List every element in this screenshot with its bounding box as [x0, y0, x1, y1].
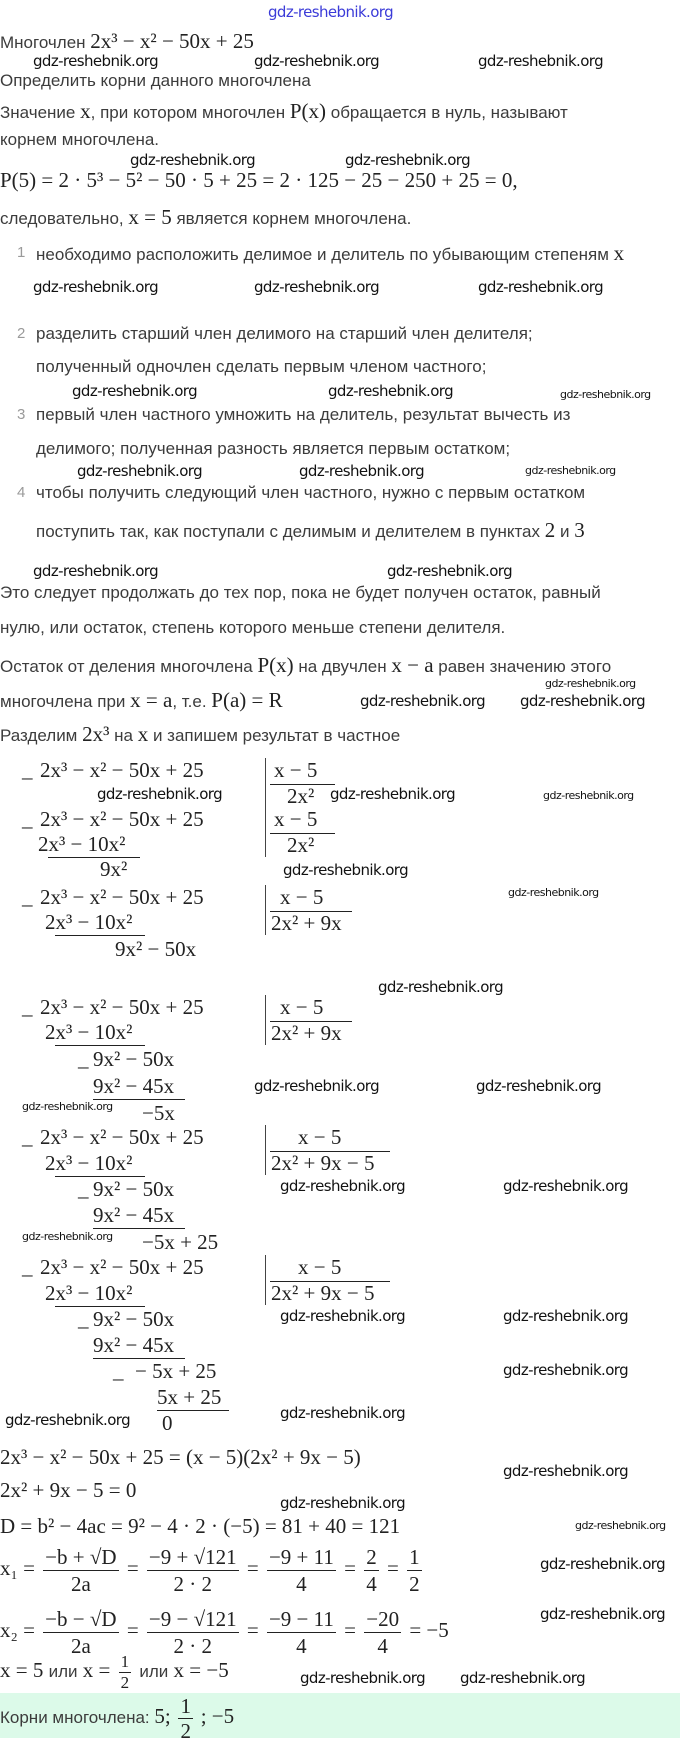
text: поступить так, как поступали с делимым и делителем в пунктах: [36, 522, 541, 541]
numerator: −9 + 11: [268, 1544, 334, 1569]
watermark: gdz-reshebnik.org: [476, 1077, 601, 1095]
step-3-line-2: делимого; полученная разность является первым остатком;: [36, 439, 511, 458]
underline: [55, 935, 145, 936]
watermark: gdz-reshebnik.org: [387, 562, 512, 580]
intro-label: Многочлен: [0, 33, 86, 52]
divisor: x − 5: [298, 1255, 342, 1279]
division-bar: [265, 995, 266, 1045]
minus-sign: _: [22, 807, 33, 831]
math: =: [386, 1556, 399, 1580]
watermark: gdz-reshebnik.org: [525, 464, 616, 477]
discriminant: D = b² − 4ac = 9² − 4 · 2 · (−5) = 81 + 40 = 121: [0, 1514, 401, 1538]
watermark: gdz-reshebnik.org: [540, 1605, 665, 1623]
watermark: gdz-reshebnik.org: [503, 1177, 628, 1195]
minus-sign: _: [22, 1125, 33, 1149]
math: x₂ =: [0, 1618, 35, 1642]
math: =: [126, 1618, 139, 1642]
math: x₁ =: [0, 1556, 35, 1580]
fraction: [267, 1607, 336, 1658]
watermark: gdz-reshebnik.org: [77, 462, 202, 480]
minus-sign: _: [78, 1047, 89, 1071]
minus-sign: _: [22, 885, 33, 909]
continue-line-1: Это следует продолжать до тех пор, пока не будет получен остаток, равный: [0, 583, 601, 602]
fraction: [178, 1695, 193, 1742]
watermark: gdz-reshebnik.org: [130, 151, 255, 169]
denominator: 2a: [70, 1633, 91, 1658]
watermark: gdz-reshebnik.org: [280, 1307, 405, 1325]
fraction: [407, 1545, 422, 1596]
dividend: 2x³ − x² − 50x + 25: [40, 885, 204, 909]
math: ; −5: [200, 1704, 235, 1728]
underline: [93, 1228, 185, 1229]
math: x − a: [391, 653, 434, 677]
text: или: [48, 1662, 78, 1681]
watermark: gdz-reshebnik.org: [280, 1494, 405, 1512]
fraction: [267, 1545, 336, 1596]
watermark: gdz-reshebnik.org: [33, 562, 158, 580]
denominator: 4: [377, 1633, 388, 1658]
text: Значение: [0, 103, 76, 122]
answer-box: [0, 1693, 680, 1743]
fraction: [147, 1545, 239, 1596]
definition-line-1: [0, 99, 568, 125]
watermark: gdz-reshebnik.org: [22, 1100, 113, 1113]
division-bar: [265, 758, 266, 808]
definition-line-2: корнем многочлена.: [0, 130, 160, 149]
division-bar: [265, 1255, 266, 1305]
watermark: gdz-reshebnik.org: [478, 278, 603, 296]
division-bar: [265, 1125, 266, 1175]
divisor: x − 5: [274, 758, 318, 782]
remainder: −5x + 25: [142, 1230, 219, 1254]
math: x =: [82, 1658, 111, 1682]
watermark: gdz-reshebnik.org: [345, 151, 470, 169]
watermark: gdz-reshebnik.org: [503, 1361, 628, 1379]
math: x = −5: [173, 1658, 229, 1682]
subtrahend: 2x³ − 10x²: [38, 832, 126, 856]
text: равен значению этого: [438, 657, 612, 676]
check-conclusion: [0, 205, 411, 231]
remainder: −5x: [142, 1101, 175, 1125]
watermark: gdz-reshebnik.org: [508, 886, 599, 899]
fraction: [364, 1545, 379, 1596]
step-4-line-1: чтобы получить следующий член частного, нужно с первым остатком: [36, 483, 586, 502]
dividend: 2x³ − x² − 50x + 25: [40, 807, 204, 831]
math: =: [344, 1556, 356, 1580]
answer-line: [0, 1691, 234, 1743]
dividend: 2x³ − x² − 50x + 25: [40, 758, 204, 782]
watermark: gdz-reshebnik.org: [254, 52, 379, 70]
dividend: 2x³ − x² − 50x + 25: [40, 1125, 204, 1149]
watermark: gdz-reshebnik.org: [33, 52, 158, 70]
watermark: gdz-reshebnik.org: [478, 52, 603, 70]
check-equation: P(5) = 2 · 5³ − 5² − 50 · 5 + 25 = 2 · 125 − 25 − 250 + 25 = 0,: [0, 168, 518, 192]
divisor: x − 5: [280, 995, 324, 1019]
denominator: 2: [180, 1719, 191, 1743]
math: x: [137, 722, 149, 746]
fraction: [43, 1545, 118, 1596]
step-3-line-1: первый член частного умножить на делитель, результат вычесть из: [36, 405, 571, 424]
minus-sign: _: [22, 1255, 33, 1279]
step-number: 2: [17, 325, 26, 342]
numerator: −20: [366, 1606, 400, 1631]
watermark: gdz-reshebnik.org: [97, 785, 222, 803]
math: P(x): [289, 99, 326, 123]
text: Остаток от деления многочлена: [0, 657, 253, 676]
watermark: gdz-reshebnik.org: [503, 1307, 628, 1325]
denominator: 2 · 2: [173, 1571, 213, 1596]
root-x1: [0, 1540, 425, 1596]
math: =: [246, 1618, 259, 1642]
remainder-theorem-line-1: [0, 653, 611, 679]
watermark: gdz-reshebnik.org: [543, 789, 634, 802]
remainder: 9x² − 50x: [115, 937, 197, 961]
denominator: 4: [296, 1633, 307, 1658]
watermark: gdz-reshebnik.org: [254, 278, 379, 296]
quotient: 2x² + 9x: [271, 1021, 342, 1045]
text: и запишем результат в частное: [152, 726, 401, 745]
remainder: − 5x + 25: [135, 1359, 217, 1383]
watermark: gdz-reshebnik.org: [460, 1669, 585, 1687]
numerator: −9 − 11: [268, 1606, 334, 1631]
math: = −5: [409, 1618, 449, 1642]
divisor: x − 5: [280, 885, 324, 909]
watermark: gdz-reshebnik.org: [503, 1462, 628, 1480]
step-2-line-1: разделить старший член делимого на старший член делителя;: [36, 324, 533, 343]
numerator: 1: [180, 1694, 191, 1719]
watermark: gdz-reshebnik.org: [280, 1404, 405, 1422]
task-text: Определить корни данного многочлена: [0, 71, 311, 90]
math: P(x): [257, 653, 294, 677]
factorization: 2x³ − x² − 50x + 25 = (x − 5)(2x² + 9x − 5): [0, 1445, 361, 1469]
quadratic-equation: 2x² + 9x − 5 = 0: [0, 1478, 137, 1502]
watermark: gdz-reshebnik.org: [520, 692, 645, 710]
subtrahend: 2x³ − 10x²: [45, 1281, 133, 1305]
watermark: gdz-reshebnik.org: [72, 382, 197, 400]
math: x = 5: [128, 205, 172, 229]
minus-sign: _: [78, 1307, 89, 1331]
dividend: 2x³ − x² − 50x + 25: [40, 1255, 204, 1279]
text: обращается в нуль, называют: [330, 103, 568, 122]
numerator: −b − √D: [45, 1606, 117, 1631]
remainder-theorem-line-2: [0, 688, 283, 714]
subtrahend: 2x³ − 10x²: [45, 1151, 133, 1175]
step-1: [36, 241, 624, 267]
divisor: x − 5: [274, 807, 318, 831]
step-number: 1: [17, 244, 26, 261]
numerator: −b + √D: [45, 1544, 117, 1569]
numerator: 2: [366, 1544, 377, 1569]
dividend: 2x³ − x² − 50x + 25: [40, 995, 204, 1019]
denominator: 2a: [70, 1571, 91, 1596]
watermark: gdz-reshebnik.org: [33, 278, 158, 296]
step-2-line-2: полученный одночлен сделать первым членом частного;: [36, 357, 487, 376]
denominator: 2: [409, 1571, 420, 1596]
text: следовательно,: [0, 209, 124, 228]
watermark: gdz-reshebnik.org: [545, 677, 636, 690]
denominator: 2 · 2: [173, 1633, 213, 1658]
math: 3: [574, 518, 585, 542]
watermark: gdz-reshebnik.org: [378, 978, 503, 996]
math: x: [80, 99, 91, 123]
subtrahend: 2x³ − 10x²: [45, 910, 133, 934]
watermark: gdz-reshebnik.org: [283, 861, 408, 879]
quotient: 2x²: [287, 784, 315, 808]
watermark: gdz-reshebnik.org: [328, 382, 453, 400]
quotient: 2x² + 9x − 5: [271, 1281, 375, 1305]
remainder: 9x² − 50x: [93, 1177, 175, 1201]
denominator: 4: [296, 1571, 307, 1596]
math: =: [126, 1556, 139, 1580]
division-bar: [265, 807, 266, 857]
text: Разделим: [0, 726, 78, 745]
step-4-line-2: [36, 518, 585, 544]
minus-sign: _: [22, 758, 33, 782]
text: , при котором многочлен: [90, 103, 286, 122]
final-remainder: 0: [162, 1411, 173, 1435]
numerator: 1: [120, 1651, 130, 1671]
divisor: x − 5: [298, 1125, 342, 1149]
text: на двучлен: [298, 657, 387, 676]
watermark: gdz-reshebnik.org: [280, 1177, 405, 1195]
watermark: gdz-reshebnik.org: [5, 1411, 130, 1429]
watermark: gdz-reshebnik.org: [575, 1519, 666, 1532]
division-bar: [265, 885, 266, 935]
math: x: [613, 241, 625, 265]
watermark: gdz-reshebnik.org: [254, 1077, 379, 1095]
step-number: 3: [17, 406, 26, 423]
watermark: gdz-reshebnik.org: [560, 388, 651, 401]
quotient: 2x² + 9x − 5: [271, 1151, 375, 1175]
subtrahend: 5x + 25: [157, 1385, 222, 1409]
step-number: 4: [17, 484, 26, 501]
subtrahend: 9x² − 45x: [93, 1074, 175, 1098]
watermark: gdz-reshebnik.org: [330, 785, 455, 803]
quotient: 2x²: [287, 833, 315, 857]
subtrahend: 9x² − 45x: [93, 1333, 175, 1357]
polynomial: 2x³ − x² − 50x + 25: [90, 29, 254, 53]
text: на: [114, 726, 133, 745]
text: необходимо расположить делимое и делитель по убывающим степеням: [36, 245, 609, 264]
text: , т.е.: [172, 692, 207, 711]
text: или: [139, 1662, 169, 1681]
minus-sign: _: [22, 995, 33, 1019]
watermark: gdz-reshebnik.org: [22, 1230, 113, 1243]
watermark: gdz-reshebnik.org: [299, 462, 424, 480]
math: =: [344, 1618, 356, 1642]
subtrahend: 9x² − 45x: [93, 1203, 175, 1227]
roots-summary: [0, 1648, 229, 1694]
quotient: 2x² + 9x: [271, 911, 342, 935]
math: x = 5: [0, 1658, 44, 1682]
math: 5;: [154, 1704, 171, 1728]
divide-intro: [0, 722, 400, 748]
text: многочлена при: [0, 692, 126, 711]
minus-sign: _: [113, 1359, 124, 1383]
header-watermark[interactable]: gdz-reshebnik.org: [268, 3, 393, 21]
math: =: [246, 1556, 259, 1580]
numerator: −9 − √121: [148, 1606, 237, 1631]
denominator: 4: [366, 1571, 377, 1596]
continue-line-2: нулю, или остаток, степень которого меньше степени делителя.: [0, 618, 506, 637]
remainder: 9x² − 50x: [93, 1047, 175, 1071]
watermark: gdz-reshebnik.org: [300, 1669, 425, 1687]
fraction: [119, 1653, 132, 1692]
math: 2x³: [82, 722, 110, 746]
minus-sign: _: [78, 1177, 89, 1201]
numerator: −9 + √121: [148, 1544, 237, 1569]
text: и: [559, 522, 570, 541]
answer-label: Корни многочлена:: [0, 1708, 150, 1727]
math: P(a) = R: [211, 688, 283, 712]
remainder: 9x² − 50x: [93, 1307, 175, 1331]
watermark: gdz-reshebnik.org: [360, 692, 485, 710]
numerator: 1: [409, 1544, 420, 1569]
denominator: 2: [120, 1672, 130, 1692]
subtrahend: 2x³ − 10x²: [45, 1020, 133, 1044]
math: 2: [544, 518, 556, 542]
underline: [55, 1045, 145, 1046]
remainder: 9x²: [100, 857, 128, 881]
math: x = a: [130, 688, 173, 712]
text: является корнем многочлена.: [176, 209, 412, 228]
fraction: [364, 1607, 401, 1658]
watermark: gdz-reshebnik.org: [540, 1555, 665, 1573]
